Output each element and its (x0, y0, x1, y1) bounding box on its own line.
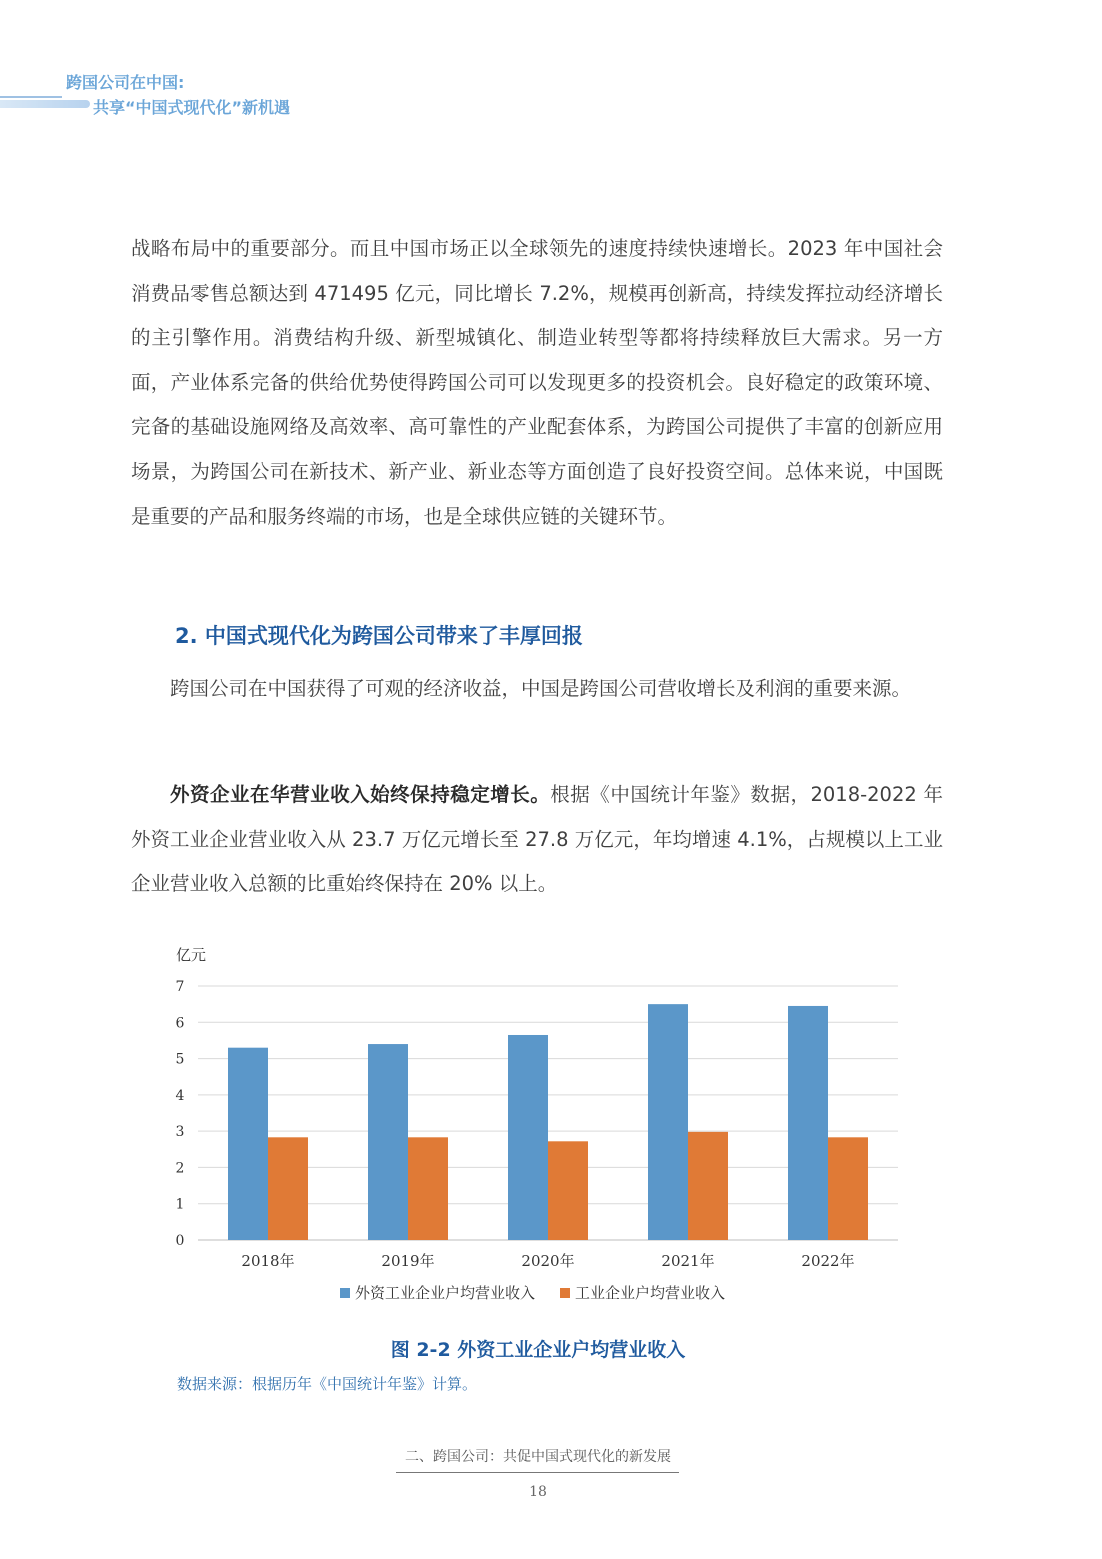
bar-foreign-2022年 (788, 1006, 828, 1240)
bar-all-2022年 (828, 1137, 868, 1240)
bar-all-2020年 (548, 1141, 588, 1240)
legend-label: 工业企业户均营业收入 (575, 1284, 726, 1302)
figure-title: 图 2-2 外资工业企业户均营业收入 (390, 1339, 686, 1361)
legend-swatch (560, 1288, 570, 1298)
y-axis-unit-label: 亿元 (176, 946, 207, 964)
bar-foreign-2018年 (228, 1048, 268, 1240)
bar-all-2018年 (268, 1137, 308, 1240)
header-accent-line (0, 96, 62, 98)
body-paragraph-1: 战略布局中的重要部分。而且中国市场正以全球领先的速度持续快速增长。2023 年中国社会消费品零售总额达到 471495 亿元，同比增长 7.2%，规模再创新高，持续发挥拉动经济增长的主引擎作用。消费结构升级、新型城镇化、制造业转型等都将持续释放巨大需求。另一方面，产业体系完备的供给优势使得跨国公司可以发现更多的投资机会。良好稳定的政策环境、完备的基础设施网络及高效率、高可靠性的产业配套体系，为跨国公司提供了丰富的创新应用场景，为跨国公司在新技术、新产业、新业态等方面创造了良好投资空间。总体来说，中国既是重要的产品和服务终端的市场，也是全球供应链的关键环节。 (131, 237, 943, 528)
figure-source: 数据来源：根据历年《中国统计年鉴》计算。 (177, 1375, 478, 1393)
x-tick-label: 2020年 (521, 1252, 575, 1270)
bar-all-2021年 (688, 1132, 728, 1240)
paragraph-3-body: 根据《中国统计年鉴》数据，2018-2022 年外资工业企业营业收入从 23.7 万亿元增长至 27.8 万亿元，年均增速 4.1%，占规模以上工业企业营业收入总额的比重始终保持在 20% 以上。 (131, 783, 943, 896)
y-tick-label: 7 (175, 979, 185, 995)
y-tick-label: 1 (175, 1196, 185, 1213)
footer-chapter: 二、跨国公司：共促中国式现代化的新发展 (405, 1449, 671, 1465)
y-tick-label: 5 (175, 1051, 185, 1068)
y-tick-label: 0 (175, 1233, 185, 1249)
header-accent-bar (0, 100, 90, 108)
page-number: 18 (529, 1484, 547, 1500)
bar-all-2019年 (408, 1137, 448, 1240)
section-title: 2. 中国式现代化为跨国公司带来了丰厚回报 (175, 624, 583, 648)
legend-swatch (340, 1288, 350, 1298)
body-paragraph-3 (131, 773, 943, 907)
paragraph-3-lead: 外资企业在华营业收入始终保持稳定增长。 (170, 783, 551, 806)
y-tick-label: 3 (175, 1124, 185, 1141)
bar-chart (170, 940, 910, 1320)
bar-chart-svg (170, 940, 910, 1320)
x-tick-label: 2022年 (801, 1252, 855, 1270)
header-title-line1: 跨国公司在中国: (66, 73, 185, 92)
x-tick-label: 2018年 (241, 1252, 295, 1270)
y-tick-label: 6 (175, 1015, 185, 1032)
footer-divider (396, 1472, 679, 1473)
header-title-line2: 共享“中国式现代化”新机遇 (93, 98, 291, 117)
legend-label: 外资工业企业户均营业收入 (355, 1284, 536, 1302)
bar-foreign-2020年 (508, 1035, 548, 1240)
bar-foreign-2019年 (368, 1044, 408, 1240)
body-paragraph-2: 跨国公司在中国获得了可观的经济收益，中国是跨国公司营收增长及利润的重要来源。 (170, 677, 912, 700)
bar-foreign-2021年 (648, 1004, 688, 1240)
x-tick-label: 2021年 (661, 1252, 715, 1270)
x-tick-label: 2019年 (381, 1252, 435, 1270)
y-tick-label: 2 (175, 1160, 185, 1177)
y-tick-label: 4 (175, 1087, 185, 1104)
